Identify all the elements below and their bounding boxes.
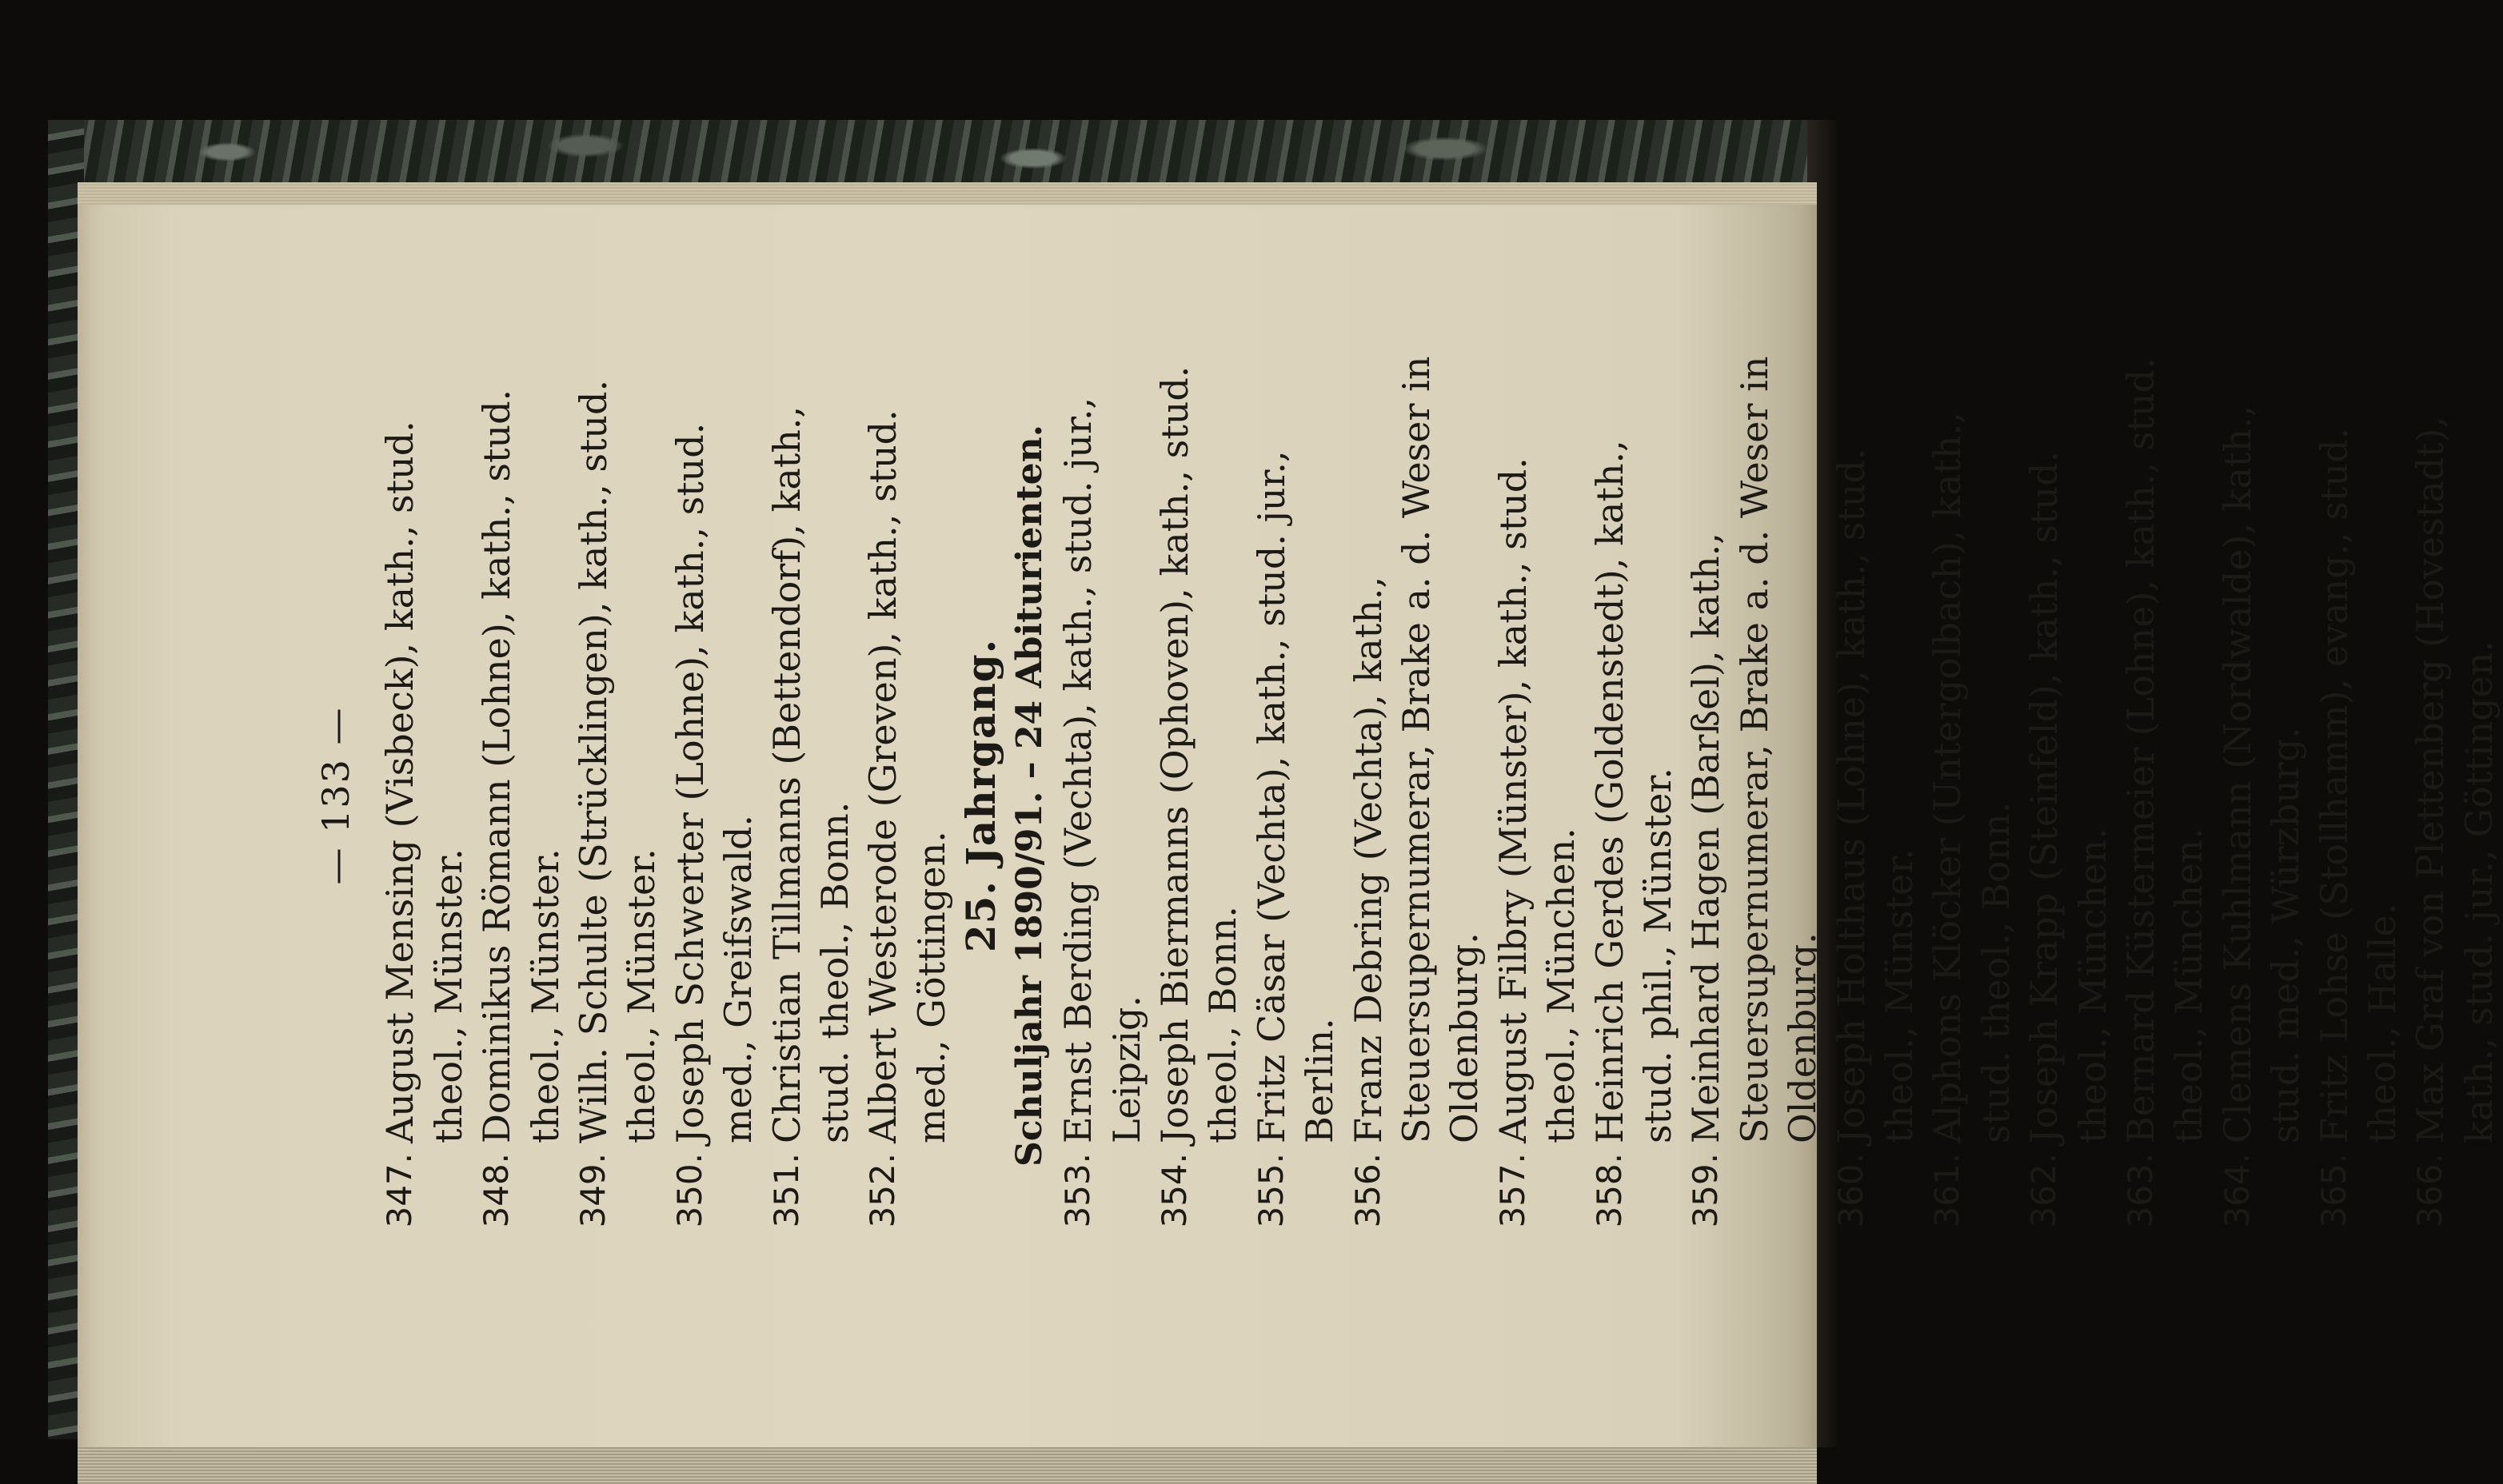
entry-number: 358. [1589, 1153, 1629, 1228]
entry-text: August Filbry (Münster), kath., stud. theol., München. [1491, 457, 1583, 1143]
entry-text: Wilh. Schulte (Strücklingen), kath., stud. theol., Münster. [572, 379, 664, 1143]
entry-number: 360. [1830, 1153, 1870, 1228]
page-edge-bottom [78, 1447, 1817, 1484]
list-entry [2214, 344, 2310, 1247]
entry-text: Alphons Klöcker (Untergolbach), kath., stud. theol., Bonn. [1926, 412, 2018, 1143]
list-entry [1344, 344, 1489, 1247]
list-entry [2020, 344, 2117, 1247]
entry-text: Joseph Holthaus (Lohne), kath., stud. theol., Münster. [1829, 448, 1921, 1143]
page-edge-top [78, 182, 1817, 205]
entry-number: 347. [380, 1153, 420, 1228]
list-entry [1827, 344, 1924, 1247]
list-entry [1489, 344, 1586, 1247]
entry-text: Heinrich Gerdes (Goldenstedt), kath., stud. phil., Münster. [1587, 440, 1679, 1143]
list-entry [473, 344, 569, 1247]
section-subtitle: Schuljahr 1890/91. – 24 Abiturienten. [1008, 425, 1050, 1167]
list-entry [2406, 344, 2503, 1247]
entry-number: 353. [1058, 1153, 1098, 1228]
entry-text: Fritz Lohse (Stollhamm), evang., stud. theol., Halle. [2312, 427, 2405, 1143]
list-entry [569, 344, 666, 1247]
entry-text: Dominikus Römann (Lohne), kath., stud. theol., Münster. [475, 389, 567, 1143]
entry-text: Joseph Krapp (Steinfeld), kath., stud. theol., München. [2022, 450, 2114, 1143]
entry-number: 362. [2024, 1153, 2064, 1228]
list-entry [2117, 344, 2214, 1247]
entry-text: Bernard Küstermeier (Lohne), kath., stud. theol., München. [2119, 357, 2211, 1143]
section-title: 25. Jahrgang. [957, 638, 1005, 953]
page-number: — 133 — [314, 706, 357, 885]
entry-text: Christian Tillmanns (Bettendorf), kath., stud. theol., Bonn. [764, 405, 857, 1143]
list-entry [1682, 344, 1826, 1247]
entry-text: Albert Westerode (Greven), kath., stud. med., Göttingen. [861, 409, 953, 1143]
entry-number: 350. [669, 1153, 709, 1228]
list-entry [2310, 344, 2407, 1247]
entry-text: Max Graf von Plettenberg (Hovestadt), kath., stud. jur., Göttingen. [2409, 416, 2501, 1143]
list-entry [1151, 344, 1248, 1247]
entry-text: Joseph Biermanns (Ophoven), kath., stud. theol., Bonn. [1152, 365, 1245, 1143]
list-entry [859, 344, 956, 1247]
list-entry [1586, 344, 1683, 1247]
entry-number: 361. [1927, 1153, 1967, 1228]
entry-number: 363. [2121, 1153, 2161, 1228]
entry-number: 349. [573, 1153, 613, 1228]
marbled-edge-top [48, 120, 1839, 184]
entry-text: August Mensing (Visbeck), kath., stud. theol., Münster. [378, 421, 470, 1143]
entry-number: 357. [1492, 1153, 1532, 1228]
page-text-block [312, 344, 2501, 1247]
list-entry [1923, 344, 2020, 1247]
entry-number: 366. [2410, 1153, 2450, 1228]
entry-text: Fritz Cäsar (Vechta), kath., stud. jur., Berlin. [1249, 450, 1342, 1143]
entry-number: 365. [2313, 1153, 2353, 1228]
entry-text: Meinhard Hagen (Barßel), kath., Steuersupernumerar, Brake a. d. Weser in Oldenburg. [1684, 356, 1825, 1143]
entry-number: 348. [477, 1153, 517, 1228]
entry-number: 355. [1251, 1153, 1291, 1228]
entry-text: Franz Debring (Vechta), kath., Steuersupernumerar, Brake a. d. Weser in Oldenburg. [1346, 356, 1487, 1143]
list-entry [763, 344, 860, 1247]
list-entry [376, 344, 473, 1247]
entry-text: Joseph Schwerter (Lohne), kath., stud. med., Greifswald. [668, 422, 760, 1143]
entry-text: Clemens Kuhlmann (Nordwalde), kath., stud. med., Würzburg. [2215, 405, 2308, 1143]
list-entry [666, 344, 763, 1247]
list-entry [1248, 344, 1344, 1247]
entry-number: 364. [2217, 1153, 2257, 1228]
entry-number: 356. [1347, 1153, 1387, 1228]
list-entry [1054, 344, 1151, 1247]
entry-number: 352. [863, 1153, 903, 1228]
entry-number: 351. [766, 1153, 806, 1228]
entry-number: 354. [1154, 1153, 1194, 1228]
entry-text: Ernst Berding (Vechta), kath., stud. jur., Leipzig. [1056, 397, 1148, 1143]
entry-number: 359. [1686, 1153, 1726, 1228]
